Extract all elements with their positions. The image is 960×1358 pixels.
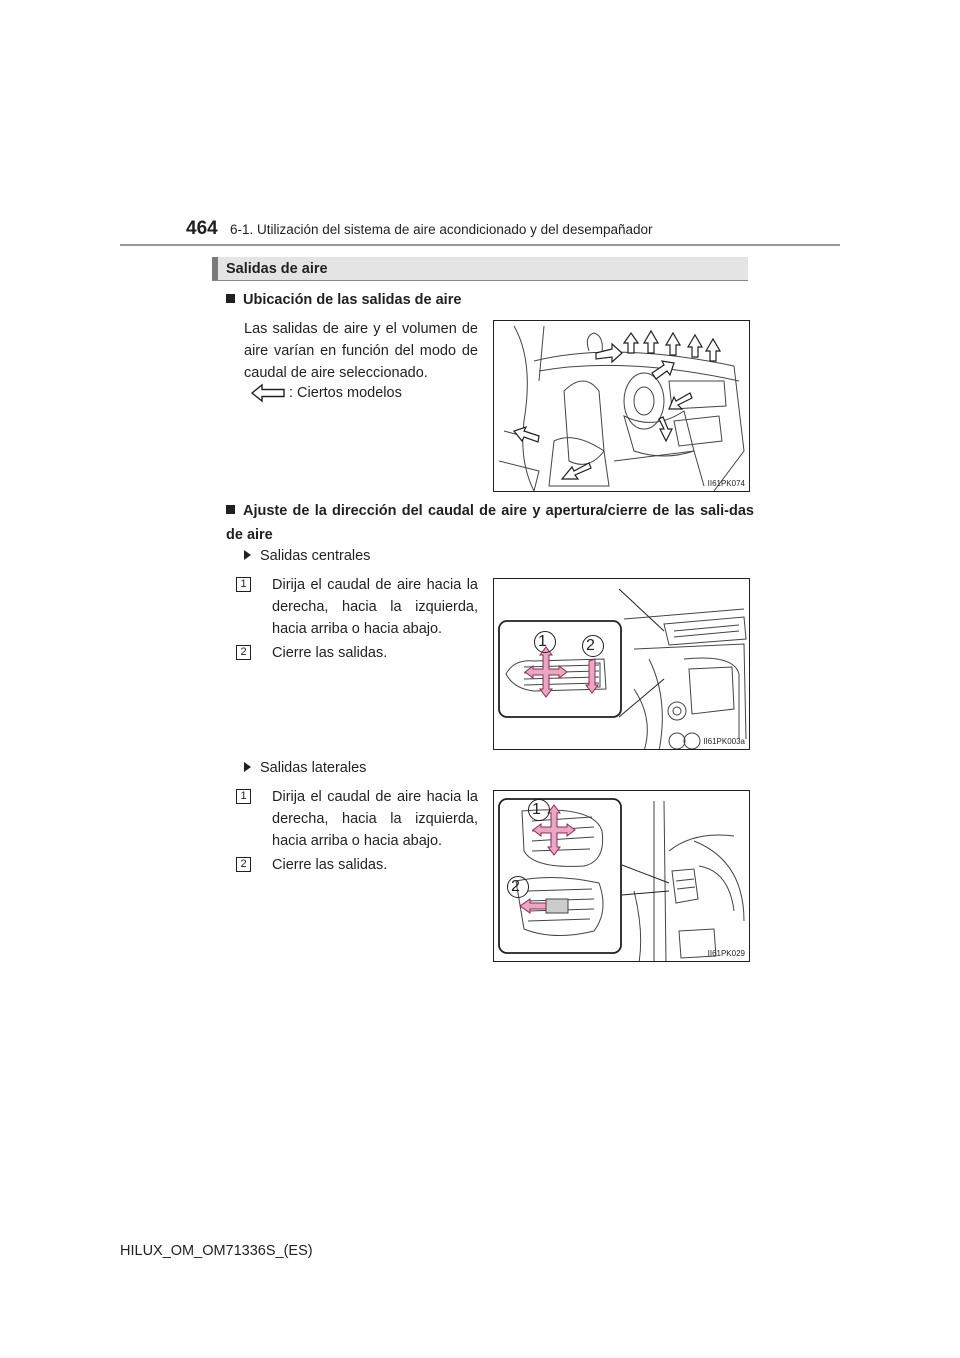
lateral-outlets-label-text: Salidas laterales xyxy=(260,760,367,776)
central-outlets-label-text: Salidas centrales xyxy=(260,548,371,564)
triangle-bullet-icon xyxy=(244,550,251,560)
lateral-outlets-figure xyxy=(493,790,750,962)
lateral-step1-text: Dirija el caudal de aire hacia la derecha, hacia la izquierda, hacia arriba o hacia abajo. xyxy=(272,789,478,849)
location-description: Las salidas de aire y el volumen de aire varían en función del modo de caudal de aire seleccionado. xyxy=(244,321,478,381)
page-number: 464 xyxy=(186,218,218,239)
central-outlets-illustration xyxy=(494,579,750,750)
adjust-heading-text: Ajuste de la dirección del caudal de aire y apertura/cierre de las sali-das de aire xyxy=(226,503,754,543)
step-number-badge: 1 xyxy=(236,789,251,804)
figure-code: II61PK029 xyxy=(707,949,745,958)
callout-circle xyxy=(534,631,556,653)
step-number-badge: 1 xyxy=(236,577,251,592)
callout-circle xyxy=(582,635,604,657)
location-heading-text: Ubicación de las salidas de aire xyxy=(243,292,462,308)
section-title: Salidas de aire xyxy=(226,261,328,277)
header-divider xyxy=(120,244,840,246)
central-outlets-label xyxy=(244,548,370,564)
air-outlets-location-figure xyxy=(493,320,750,492)
step-number-badge: 2 xyxy=(236,857,251,872)
chapter-title: 6-1. Utilización del sistema de aire acondicionado y del desempañador xyxy=(230,222,653,237)
callout-circle xyxy=(528,799,550,821)
central-step1-text: Dirija el caudal de aire hacia la derecha, hacia la izquierda, hacia arriba o hacia abajo. xyxy=(272,577,478,637)
lateral-step2-text: Cierre las salidas. xyxy=(272,857,388,873)
square-bullet-icon xyxy=(226,294,235,303)
figure-code: II61PK074 xyxy=(707,479,745,488)
central-outlets-figure xyxy=(493,578,750,750)
callout-circle xyxy=(507,876,529,898)
lateral-outlets-label xyxy=(244,760,366,776)
section-accent xyxy=(212,257,218,280)
callout-number: 1 xyxy=(538,633,547,650)
callout-number: 2 xyxy=(511,878,520,895)
central-step2-text: Cierre las salidas. xyxy=(272,645,388,661)
callout-number: 1 xyxy=(532,801,541,818)
adjust-heading xyxy=(226,499,754,547)
interior-illustration xyxy=(494,321,750,492)
square-bullet-icon xyxy=(226,505,235,514)
figure-code: II61PK003a xyxy=(703,737,745,746)
section-header xyxy=(212,257,748,281)
outline-arrow-icon xyxy=(250,383,286,403)
document-code: HILUX_OM_OM71336S_(ES) xyxy=(120,1243,313,1259)
triangle-bullet-icon xyxy=(244,762,251,772)
legend-text: : Ciertos modelos xyxy=(289,385,402,401)
step-number-badge: 2 xyxy=(236,645,251,660)
location-heading xyxy=(226,288,461,312)
callout-number: 2 xyxy=(586,637,595,654)
